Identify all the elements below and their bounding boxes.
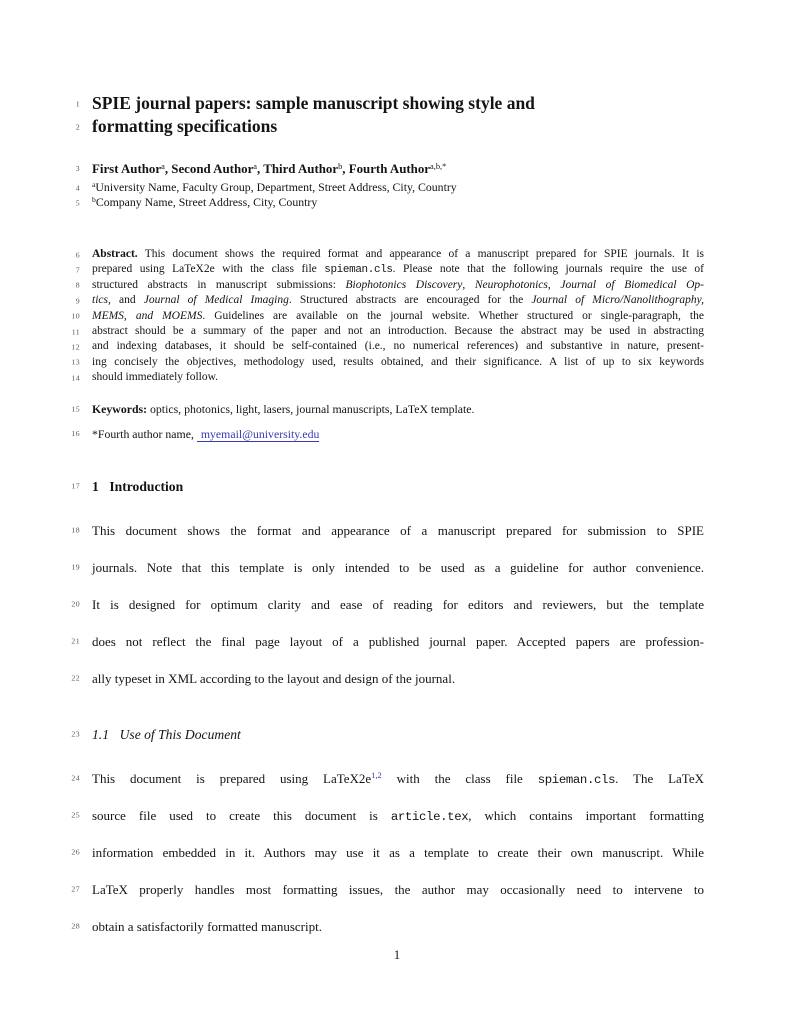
line-number: 14 (71, 373, 80, 383)
line-number: 3 (75, 164, 80, 173)
text-segment: LaTeX properly handles most formatting issues, the author may occasionally need to intervene to (92, 881, 704, 897)
text-segment: a (92, 180, 96, 190)
text-segment: structured abstracts in manuscript submissions: (92, 278, 346, 291)
text-segment: formatting specifications (92, 116, 278, 136)
line-number: 22 (71, 673, 80, 683)
document-line (71, 309, 704, 324)
line-number: 17 (71, 481, 80, 491)
document-line (71, 512, 704, 549)
text-segment: *Fourth author name, (92, 426, 197, 441)
document-line (71, 660, 704, 697)
text-segment: , which contains important formatting (468, 807, 705, 823)
text-segment: obtain a satisfactorily formatted manuscript. (92, 918, 322, 934)
text-segment: . Please note that the following journals require the use of (392, 263, 705, 276)
line-number: 25 (71, 810, 80, 820)
document-line (75, 247, 704, 262)
text-segment: 1 (92, 478, 99, 494)
document-line (71, 623, 704, 660)
document-line (71, 797, 705, 834)
document-line (71, 871, 704, 908)
manuscript-body (71, 92, 705, 945)
line-number: 18 (71, 525, 80, 535)
text-segment: article.tex (390, 809, 469, 824)
document-line (71, 726, 704, 743)
document-line (71, 478, 704, 495)
text-segment: optics, photonics, light, lasers, journal manuscripts, LaTeX template. (147, 401, 475, 416)
line-number: 11 (71, 326, 80, 336)
line-number: 10 (71, 311, 80, 321)
document-line (75, 195, 704, 210)
text-segment: journals. Note that this template is only intended to be used as a guideline for author convenience. (92, 559, 704, 575)
text-segment: should immediately follow. (92, 371, 219, 384)
document-line (71, 339, 704, 354)
text-segment: This document is prepared using LaTeX2e (92, 770, 372, 786)
text-segment: ing concisely the objectives, methodology used, results obtained, and their significance. A list of up to six keywords (92, 355, 704, 368)
text-segment: and indexing databases, it should be self-contained (i.e., no numerical references) and substantive in nature, present- (92, 340, 704, 353)
text-segment: Journal of Micro/Nanolithography, (531, 294, 704, 307)
line-number: 16 (71, 428, 80, 438)
document-line (71, 760, 704, 797)
line-number: 23 (71, 729, 80, 739)
document-line (71, 586, 704, 623)
line-number: 13 (71, 357, 80, 367)
document-line (75, 160, 704, 178)
text-segment: This document shows the required format and appearance of a manuscript prepared for SPIE journals. It is (137, 248, 704, 260)
text-segment: prepared using LaTeX2e with the class file (92, 263, 325, 276)
text-segment: b (92, 195, 96, 205)
line-number: 9 (75, 296, 80, 306)
document-line (75, 262, 705, 277)
document-line (75, 180, 704, 195)
document-line (75, 115, 704, 138)
line-number: 4 (75, 183, 80, 192)
text-segment: It is designed for optimum clarity and ease of reading for editors and reviewers, but the template (92, 596, 704, 612)
text-segment: spieman.cls (537, 772, 616, 787)
text-segment: a (253, 161, 258, 171)
line-number: 2 (75, 122, 80, 131)
text-segment: , Third Author (257, 162, 339, 176)
text-segment: MEMS, and MOEMS (92, 309, 203, 322)
text-segment: Keywords: (92, 401, 148, 416)
text-segment: source file used to create this document is (92, 807, 391, 823)
citation-link[interactable]: 1,2 (371, 770, 382, 781)
text-segment: abstract should be a summary of the paper and not an introduction. Because the abstract may be used in abstracting (92, 324, 704, 337)
text-segment: Journal of Medical Imaging (143, 294, 289, 307)
document-line (75, 92, 704, 115)
text-segment: Neurophotonics (474, 278, 548, 291)
text-segment: , Fourth Author (342, 162, 431, 176)
text-segment: Biophotonics Discovery (345, 278, 463, 291)
text-segment: does not reflect the final page layout of a published journal paper. Accepted papers are profession- (92, 633, 704, 649)
text-segment: Use of This Document (119, 726, 241, 742)
line-number: 15 (71, 404, 80, 414)
text-segment: , (462, 278, 475, 291)
text-segment: , and (107, 294, 144, 307)
text-segment: , Second Author (164, 162, 254, 176)
text-segment: with the class file (381, 770, 538, 786)
text-segment: . The LaTeX (615, 770, 704, 786)
text-segment: 1.1 (92, 726, 109, 742)
text-segment: a (161, 161, 165, 171)
text-segment: b (338, 161, 343, 171)
text-segment: . Structured abstracts are encouraged for the (288, 294, 532, 307)
text-segment: Introduction (109, 478, 184, 494)
document-line (71, 355, 704, 370)
line-number: 1 (75, 99, 80, 108)
document-line (71, 549, 704, 586)
document-line (75, 278, 705, 293)
line-number: 26 (71, 847, 80, 857)
text-segment: tics (92, 294, 108, 307)
document-line (71, 370, 704, 385)
line-number: 21 (71, 636, 80, 646)
text-segment: . Guidelines are available on the journal website. Whether structured or single-paragraph, the (202, 309, 704, 322)
document-line (71, 834, 704, 871)
text-segment: First Author (92, 162, 162, 176)
document-line (71, 401, 704, 417)
line-number: 7 (75, 265, 80, 275)
document-line (71, 324, 704, 339)
text-segment: , (547, 278, 561, 291)
text-segment: This document shows the format and appearance of a manuscript prepared for submission to SPIE (92, 522, 704, 538)
text-segment: Journal of Biomedical Op- (560, 278, 705, 291)
line-number: 5 (75, 198, 80, 207)
line-number: 27 (71, 884, 80, 894)
text-segment: ally typeset in XML according to the layout and design of the journal. (92, 670, 456, 686)
line-number: 8 (75, 280, 80, 290)
line-number: 28 (71, 921, 80, 931)
text-segment: spieman.cls (324, 264, 393, 277)
text-segment: University Name, Faculty Group, Department, Street Address, City, Country (95, 180, 457, 194)
line-number: 12 (71, 342, 80, 352)
email-link[interactable]: myemail@university.edu (197, 427, 320, 442)
document-line (75, 293, 704, 308)
page-number: 1 (393, 948, 401, 962)
text-segment: Abstract. (92, 248, 138, 260)
document-line (71, 908, 704, 945)
line-number: 20 (71, 599, 80, 609)
line-number: 19 (71, 562, 80, 572)
line-number: 6 (75, 249, 80, 259)
text-segment: SPIE journal papers: sample manuscript showing style and (92, 93, 535, 113)
text-segment: Company Name, Street Address, City, Country (95, 195, 318, 209)
document-line (71, 426, 704, 442)
text-segment: information embedded in it. Authors may use it as a template to create their own manuscript. While (92, 844, 704, 860)
text-segment: a,b,* (430, 161, 447, 171)
line-number: 24 (71, 773, 80, 783)
